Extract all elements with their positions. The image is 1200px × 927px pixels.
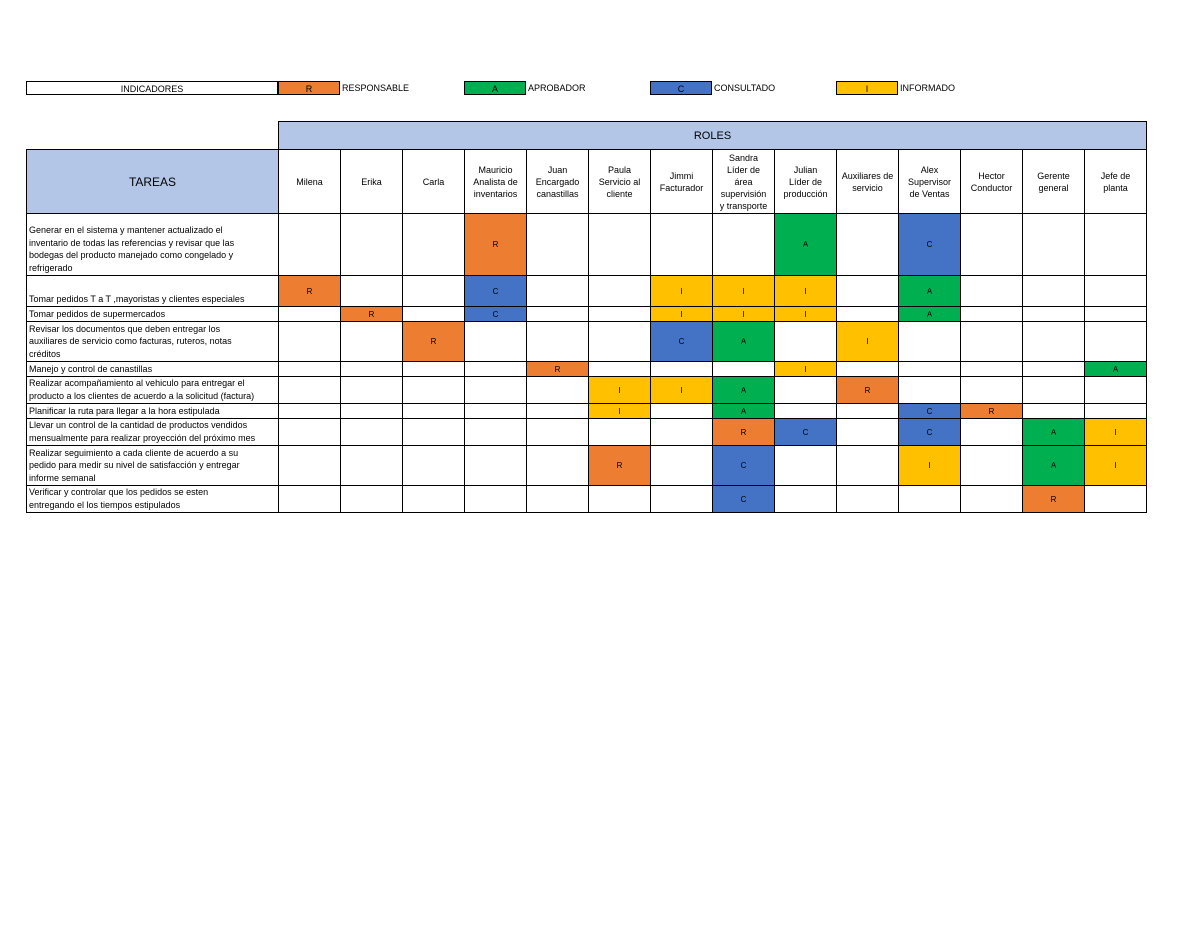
raci-cell-empty bbox=[1085, 404, 1147, 419]
legend-label-informado: INFORMADO bbox=[900, 83, 955, 93]
raci-cell-empty bbox=[341, 486, 403, 513]
raci-cell-r: R bbox=[527, 362, 589, 377]
raci-cell-empty bbox=[1023, 276, 1085, 307]
raci-cell-empty bbox=[403, 486, 465, 513]
raci-cell-empty bbox=[403, 214, 465, 276]
raci-cell-empty bbox=[837, 404, 899, 419]
raci-cell-empty bbox=[837, 307, 899, 322]
raci-cell-empty bbox=[403, 446, 465, 486]
raci-cell-empty bbox=[775, 486, 837, 513]
raci-cell-i: I bbox=[837, 322, 899, 362]
raci-cell-empty bbox=[341, 404, 403, 419]
raci-cell-empty bbox=[837, 214, 899, 276]
raci-cell-empty bbox=[837, 362, 899, 377]
raci-cell-r: R bbox=[589, 446, 651, 486]
raci-cell-i: I bbox=[651, 307, 713, 322]
raci-cell-a: A bbox=[1085, 362, 1147, 377]
raci-cell-empty bbox=[961, 377, 1023, 404]
raci-cell-empty bbox=[403, 377, 465, 404]
raci-cell-empty bbox=[341, 276, 403, 307]
raci-cell-empty bbox=[341, 377, 403, 404]
task-label: Tomar pedidos T a T ,mayoristas y clientes especiales bbox=[27, 276, 279, 307]
raci-cell-empty bbox=[403, 307, 465, 322]
raci-cell-i: I bbox=[899, 446, 961, 486]
raci-cell-empty bbox=[837, 446, 899, 486]
raci-cell-empty bbox=[527, 446, 589, 486]
raci-cell-empty bbox=[1023, 322, 1085, 362]
raci-cell-empty bbox=[651, 404, 713, 419]
raci-cell-empty bbox=[279, 362, 341, 377]
tareas-header: TAREAS bbox=[27, 150, 279, 214]
raci-cell-empty bbox=[651, 214, 713, 276]
raci-cell-empty bbox=[465, 404, 527, 419]
raci-cell-empty bbox=[341, 362, 403, 377]
raci-cell-empty bbox=[961, 307, 1023, 322]
raci-cell-empty bbox=[465, 486, 527, 513]
role-header: Milena bbox=[279, 150, 341, 214]
role-header: Hector Conductor bbox=[961, 150, 1023, 214]
role-header: Auxiliares de servicio bbox=[837, 150, 899, 214]
raci-cell-empty bbox=[651, 446, 713, 486]
raci-cell-i: I bbox=[775, 276, 837, 307]
task-row bbox=[27, 419, 1147, 446]
role-header: Erika bbox=[341, 150, 403, 214]
raci-cell-empty bbox=[899, 322, 961, 362]
raci-cell-empty bbox=[961, 214, 1023, 276]
task-label: Planificar la ruta para llegar a la hora estipulada bbox=[27, 404, 279, 419]
raci-cell-empty bbox=[1023, 214, 1085, 276]
raci-cell-i: I bbox=[589, 404, 651, 419]
legend-swatch-responsable: R bbox=[278, 81, 340, 95]
role-header: Carla bbox=[403, 150, 465, 214]
raci-cell-c: C bbox=[713, 446, 775, 486]
task-row bbox=[27, 486, 1147, 513]
task-row bbox=[27, 322, 1147, 362]
raci-cell-empty bbox=[403, 419, 465, 446]
raci-cell-empty bbox=[279, 446, 341, 486]
raci-cell-c: C bbox=[899, 214, 961, 276]
task-row bbox=[27, 446, 1147, 486]
raci-cell-empty bbox=[899, 377, 961, 404]
raci-cell-empty bbox=[1085, 214, 1147, 276]
raci-cell-empty bbox=[341, 419, 403, 446]
raci-cell-empty bbox=[899, 486, 961, 513]
raci-cell-empty bbox=[341, 214, 403, 276]
raci-cell-a: A bbox=[713, 377, 775, 404]
task-row bbox=[27, 307, 1147, 322]
raci-cell-empty bbox=[527, 377, 589, 404]
role-header: Gerente general bbox=[1023, 150, 1085, 214]
raci-cell-a: A bbox=[775, 214, 837, 276]
raci-cell-empty bbox=[1085, 486, 1147, 513]
task-label: Verificar y controlar que los pedidos se esten entregando el los tiempos estipulados bbox=[27, 486, 279, 513]
task-label: Revisar los documentos que deben entregar los auxiliares de servicio como facturas, ruteros, notas créditos bbox=[27, 322, 279, 362]
raci-cell-c: C bbox=[899, 419, 961, 446]
raci-cell-empty bbox=[527, 214, 589, 276]
role-header: Jimmi Facturador bbox=[651, 150, 713, 214]
raci-cell-i: I bbox=[713, 276, 775, 307]
raci-cell-r: R bbox=[279, 276, 341, 307]
role-header: Julian Líder de producción bbox=[775, 150, 837, 214]
raci-cell-empty bbox=[899, 362, 961, 377]
raci-cell-empty bbox=[279, 377, 341, 404]
role-header: Sandra Líder de área supervisión y transporte bbox=[713, 150, 775, 214]
raci-cell-empty bbox=[961, 419, 1023, 446]
role-header: Mauricio Analista de inventarios bbox=[465, 150, 527, 214]
task-row bbox=[27, 377, 1147, 404]
raci-cell-c: C bbox=[713, 486, 775, 513]
raci-cell-a: A bbox=[713, 404, 775, 419]
raci-cell-empty bbox=[589, 419, 651, 446]
raci-cell-empty bbox=[279, 307, 341, 322]
raci-cell-empty bbox=[651, 362, 713, 377]
task-row bbox=[27, 214, 1147, 276]
task-label: Manejo y control de canastillas bbox=[27, 362, 279, 377]
roles-header: ROLES bbox=[279, 122, 1147, 150]
raci-cell-empty bbox=[279, 419, 341, 446]
raci-cell-empty bbox=[651, 486, 713, 513]
raci-cell-empty bbox=[589, 486, 651, 513]
role-header: Alex Supervisor de Ventas bbox=[899, 150, 961, 214]
raci-cell-empty bbox=[589, 362, 651, 377]
raci-cell-empty bbox=[961, 486, 1023, 513]
legend-title: INDICADORES bbox=[26, 81, 278, 95]
raci-cell-i: I bbox=[651, 276, 713, 307]
raci-cell-r: R bbox=[961, 404, 1023, 419]
raci-cell-empty bbox=[403, 404, 465, 419]
raci-cell-empty bbox=[1085, 377, 1147, 404]
raci-cell-empty bbox=[589, 214, 651, 276]
raci-cell-empty bbox=[527, 486, 589, 513]
raci-cell-empty bbox=[465, 322, 527, 362]
raci-cell-a: A bbox=[1023, 446, 1085, 486]
raci-cell-i: I bbox=[651, 377, 713, 404]
task-row bbox=[27, 404, 1147, 419]
task-row bbox=[27, 276, 1147, 307]
raci-cell-empty bbox=[1023, 404, 1085, 419]
raci-cell-empty bbox=[341, 322, 403, 362]
raci-cell-empty bbox=[713, 362, 775, 377]
raci-cell-empty bbox=[527, 276, 589, 307]
raci-cell-empty bbox=[961, 362, 1023, 377]
raci-cell-a: A bbox=[1023, 419, 1085, 446]
raci-cell-r: R bbox=[837, 377, 899, 404]
legend-label-consultado: CONSULTADO bbox=[714, 83, 776, 93]
legend-swatch-informado: I bbox=[836, 81, 898, 95]
raci-cell-empty bbox=[651, 419, 713, 446]
raci-cell-c: C bbox=[775, 419, 837, 446]
raci-cell-empty bbox=[589, 276, 651, 307]
raci-cell-a: A bbox=[713, 322, 775, 362]
legend-label-aprobador: APROBADOR bbox=[528, 83, 586, 93]
blank-corner bbox=[27, 122, 279, 150]
raci-cell-empty bbox=[465, 377, 527, 404]
raci-cell-empty bbox=[961, 446, 1023, 486]
raci-cell-empty bbox=[775, 446, 837, 486]
role-header: Jefe de planta bbox=[1085, 150, 1147, 214]
raci-cell-empty bbox=[775, 404, 837, 419]
raci-cell-a: A bbox=[899, 276, 961, 307]
raci-cell-empty bbox=[279, 404, 341, 419]
raci-cell-empty bbox=[713, 214, 775, 276]
raci-cell-empty bbox=[837, 419, 899, 446]
raci-cell-empty bbox=[465, 419, 527, 446]
raci-cell-empty bbox=[403, 276, 465, 307]
raci-cell-c: C bbox=[899, 404, 961, 419]
raci-cell-empty bbox=[961, 322, 1023, 362]
raci-cell-i: I bbox=[1085, 419, 1147, 446]
legend bbox=[0, 81, 1200, 97]
raci-cell-empty bbox=[775, 377, 837, 404]
task-row bbox=[27, 362, 1147, 377]
raci-cell-empty bbox=[341, 446, 403, 486]
raci-cell-empty bbox=[837, 276, 899, 307]
raci-cell-empty bbox=[279, 214, 341, 276]
raci-cell-i: I bbox=[713, 307, 775, 322]
raci-cell-empty bbox=[527, 322, 589, 362]
raci-cell-c: C bbox=[465, 276, 527, 307]
role-header: Juan Encargado canastillas bbox=[527, 150, 589, 214]
raci-cell-empty bbox=[589, 322, 651, 362]
raci-cell-r: R bbox=[465, 214, 527, 276]
raci-cell-empty bbox=[279, 322, 341, 362]
raci-cell-empty bbox=[1085, 307, 1147, 322]
raci-cell-empty bbox=[527, 307, 589, 322]
raci-cell-i: I bbox=[1085, 446, 1147, 486]
raci-cell-empty bbox=[1085, 276, 1147, 307]
task-label: Llevar un control de la cantidad de productos vendidos mensualmente para realizar proyección del próximo mes bbox=[27, 419, 279, 446]
raci-cell-empty bbox=[589, 307, 651, 322]
raci-cell-empty bbox=[1023, 377, 1085, 404]
raci-cell-c: C bbox=[651, 322, 713, 362]
task-label: Tomar pedidos de supermercados bbox=[27, 307, 279, 322]
legend-swatch-consultado: C bbox=[650, 81, 712, 95]
raci-cell-empty bbox=[1023, 362, 1085, 377]
raci-cell-i: I bbox=[589, 377, 651, 404]
role-header: Paula Servicio al cliente bbox=[589, 150, 651, 214]
raci-cell-r: R bbox=[1023, 486, 1085, 513]
raci-cell-empty bbox=[837, 486, 899, 513]
raci-cell-i: I bbox=[775, 307, 837, 322]
legend-label-responsable: RESPONSABLE bbox=[342, 83, 410, 93]
raci-cell-r: R bbox=[341, 307, 403, 322]
raci-cell-i: I bbox=[775, 362, 837, 377]
raci-cell-r: R bbox=[403, 322, 465, 362]
raci-cell-r: R bbox=[713, 419, 775, 446]
legend-swatch-aprobador: A bbox=[464, 81, 526, 95]
task-label: Realizar seguimiento a cada cliente de acuerdo a su pedido para medir su nivel de satisfacción y entregar informe semanal bbox=[27, 446, 279, 486]
raci-matrix bbox=[26, 121, 1147, 513]
raci-cell-empty bbox=[465, 362, 527, 377]
raci-cell-empty bbox=[527, 404, 589, 419]
raci-cell-empty bbox=[1023, 307, 1085, 322]
raci-cell-empty bbox=[527, 419, 589, 446]
raci-cell-empty bbox=[775, 322, 837, 362]
raci-cell-empty bbox=[403, 362, 465, 377]
task-label: Generar en el sistema y mantener actualizado el inventario de todas las referencias y revisar que las bodegas del producto manejado como congelado y refrigerado bbox=[27, 214, 279, 276]
raci-cell-a: A bbox=[899, 307, 961, 322]
raci-cell-c: C bbox=[465, 307, 527, 322]
raci-cell-empty bbox=[465, 446, 527, 486]
raci-cell-empty bbox=[961, 276, 1023, 307]
raci-cell-empty bbox=[1085, 322, 1147, 362]
raci-cell-empty bbox=[279, 486, 341, 513]
task-label: Realizar acompañamiento al vehiculo para entregar el producto a los clientes de acuerdo a la solicitud (factura) bbox=[27, 377, 279, 404]
